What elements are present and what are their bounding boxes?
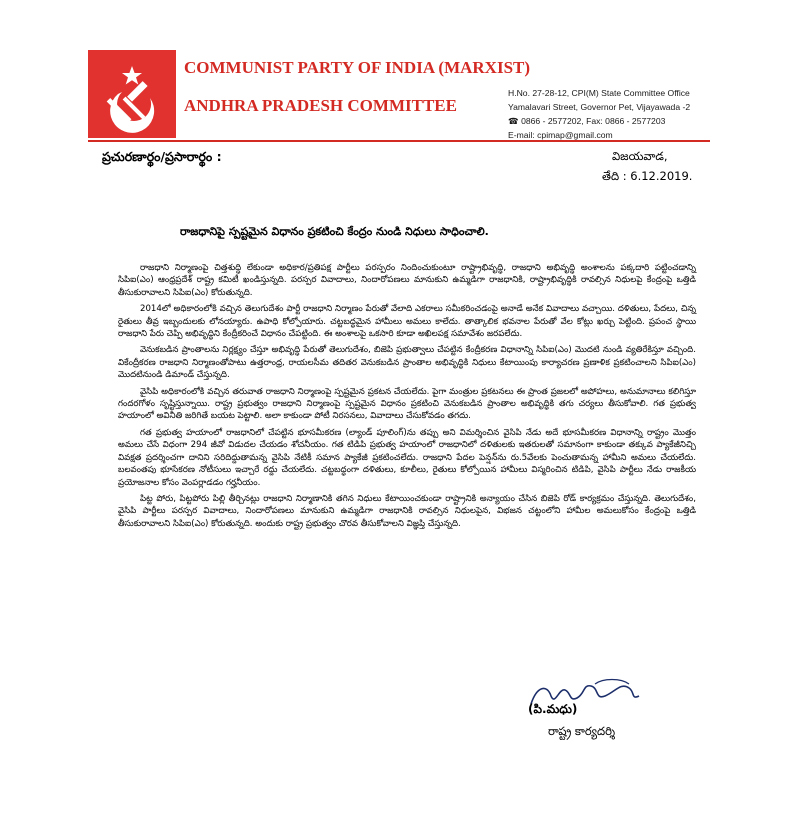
party-logo [88,50,176,138]
paragraph: రాజధాని నిర్మాణంపై చిత్తశుద్ధి లేకుండా అధికార/ప్రతిపక్ష పార్టీలు పరస్పరం నిందించుకుంటూ రాష్ట్రాభివృద్ధి, రాజధాని అభివృద్ధి అంశాలను పక్కదారి పట్టించడాన్ని సిపిఐ(ఎం) ఆంధ్రప్రదేశ్ రాష్ట్ర కమిటీ ఖండిస్తున్నది. పరస్పర వివాదాలు, నిందారోపణలు మానుకుని ఉమ్మడిగా రాజధానికి, రాష్ట్రాభివృద్ధికి రావల్సిన నిధులపై కేంద్రంపై ఒత్తిడి తీసుకురావాలని సిపిఐ(ఎం) కోరుతున్నది. [118,263,696,298]
committee-name: ANDHRA PRADESH COMMITTEE [184,96,457,115]
paragraph: 2014లో అధికారంలోకి వచ్చిన తెలుగుదేశం పార్టీ రాజధాని నిర్మాణం పేరుతో వేలాది ఎకరాలు సమీకరించడంపై అనాడే అనేక వివాదాలు వచ్చాయి. దళితులు, పేదలు, చిన్న రైతులు తీవ్ర ఇబ్బందులకు లోనయ్యారు. ఉపాధి కోల్పోయారు. చట్టబద్ధమైన హామీలు అమలు కాలేదు. తాత్కాలిక భవనాల పేరుతో వేల కోట్లు ఖర్చు పెట్టింది. ప్రపంచ స్థాయి రాజధాని పేరు చెప్పి అభివృద్ధిని కేంద్రీకరించే విధానం చేపట్టింది. ఈ అంశాలపై ఒకసారి కూడా అఖిలపక్ష సమావేశం జరపలేదు. [118,304,696,340]
date: తేది : 6.12.2019. [602,169,693,183]
org-name: COMMUNIST PARTY OF INDIA (MARXIST) [184,58,531,77]
phone-line [508,114,690,128]
address-block [508,86,690,142]
signatory-name: (పి.మధు) [528,702,578,716]
address-line2: Yamalavari Street, Governor Pet, Vijayawada -2 [508,102,691,112]
paragraph: పిట్ట పోరు, పిట్టపోరు పిల్లి తీర్చినట్లు రాజధాని నిర్మాణానికి తగిన నిధులు కేటాయించకుండా రాష్ట్రానికి అన్యాయం చేసిన బిజెపి రోడ్ కార్యక్రమం చేస్తున్నది. తెలుగుదేశం, వైసిపి పార్టీలు పరస్పర వివాదాలు, నిందారోపణలు మానుకుని ఉమ్మడిగా రాజధానికి రావల్సిన నిధులపైన, విభజన చట్టంలోని హామీల అమలుకోసం కేంద్రంపై ఒత్తిడి తీసుకురావాలని సిపిఐ(ఎం) కోరుతున్నది. అందుకు రాష్ట్ర ప్రభుత్వం చొరవ తీసుకోవాలని విజ్ఞప్తి చేస్తున్నది. [118,493,696,529]
address-line1: H.No. 27-28-12, CPI(M) State Committee Office [508,88,690,98]
telephone-icon: ☎ [508,116,522,126]
publication-note: ప్రచురణార్థం/ప్రసారార్థం : [102,149,222,164]
subject-line: రాజధానిపై స్పష్టమైన విధానం ప్రకటించి కేంద్రం నుండి నిధులు సాధించాలి. [180,225,489,238]
header-divider [88,140,710,142]
paragraph: వెనుకబడిన ప్రాంతాలను నిర్లక్ష్యం చేస్తూ అభివృద్ధి పేరుతో తెలుగుదేశం, బిజెపి ప్రభుత్వాలు చేపట్టిన కేంద్రీకరణ విధానాన్ని సిపిఐ(ఎం) మొదటి నుండి వ్యతిరేకిస్తూ వచ్చింది. వికేంద్రీకరణ రాజధాని నిర్మాణంతోపాటు ఉత్తరాంధ్ర, రాయలసీమ తదితర వెనుకబడిన ప్రాంతాల అభివృద్ధికి నిధులు కేటాయింపు కార్యాచరణ ప్రణాళిక ప్రకటించాలని సిపిఐ(ఎం) మొదటినుండి డిమాండ్ చేస్తున్నది. [118,345,696,381]
place: విజయవాడ, [612,149,668,163]
paragraph: వైసిపి అధికారంలోకి వచ్చిన తరువాత రాజధాని నిర్మాణంపై స్పష్టమైన ప్రకటన చేయలేదు. పైగా మంత్రుల ప్రకటనలు ఈ ప్రాంత ప్రజలలో అపోహలు, అనుమానాలు కలిగిస్తూ గందరగోళం సృష్టిస్తున్నాయి. రాష్ట్ర ప్రభుత్వం రాజధాని నిర్మాణంపై స్పష్టమైన విధానం ప్రకటించి వెనుకబడిన ప్రాంతాల అభివృద్ధికి తగు చర్యలు తీసుకోవాలి. గత ప్రభుత్వ హయాంలో అవినీతి జరిగితే బయట పెట్టాలి. అలా కాకుండా పోటీ నిరసనలు, వివాదాలు చేసుకోవడం తగదు. [118,386,696,422]
designation: రాష్ట్ర కార్యదర్శి [548,724,615,738]
hammer-sickle-star-icon [88,50,176,138]
email-line: E-mail: cpimap@gmail.com [508,130,613,140]
letter-body [118,262,696,534]
paragraph: గత ప్రభుత్వ హయాంలో రాజధానిలో చేపట్టిన భూసమీకరణ (ల్యాండ్ పూలింగ్)ను తప్పు అని విమర్శించిన వైసిపి నేడు అదే భూసమీకరణ విధానాన్ని రాష్ట్రం మొత్తం అమలు చేసే విధంగా 294 జీవో విడుదల చేయడం శోచనీయం. గత టిడిపి ప్రభుత్వ హయాంలో రాజధానిలో దళితులకు ఇతరులతో సమానంగా కాకుండా తక్కువ ప్యాకేజీనిచ్చి వివక్షత ప్రదర్శించగా దానిని సరిదిద్దుతామన్న వైసిపి నేటికీ సమాన ప్యాకేజీ ప్రకటించలేదు. రాజధాని పేదల పెన్షన్‌ను రు.5వేలకు పెంచుతామన్న హామీని అమలు చేయలేదు. బలవంతపు భూసేకరణ నోటీసులు ఇచ్చారే రద్దు చేయలేదు. చట్టబద్ధంగా దళితులు, కూలీలు, రైతులు కోల్పోయిన హామీలు విస్మరించిన టిడిపి, వైసిపి పార్టీలు నేడు రాజకీయ ప్రయోజనాల కోసం వెంపర్లాడడం గర్హనీయం. [118,427,696,488]
phone-text: 0866 - 2577202, Fax: 0866 - 2577203 [521,116,666,126]
